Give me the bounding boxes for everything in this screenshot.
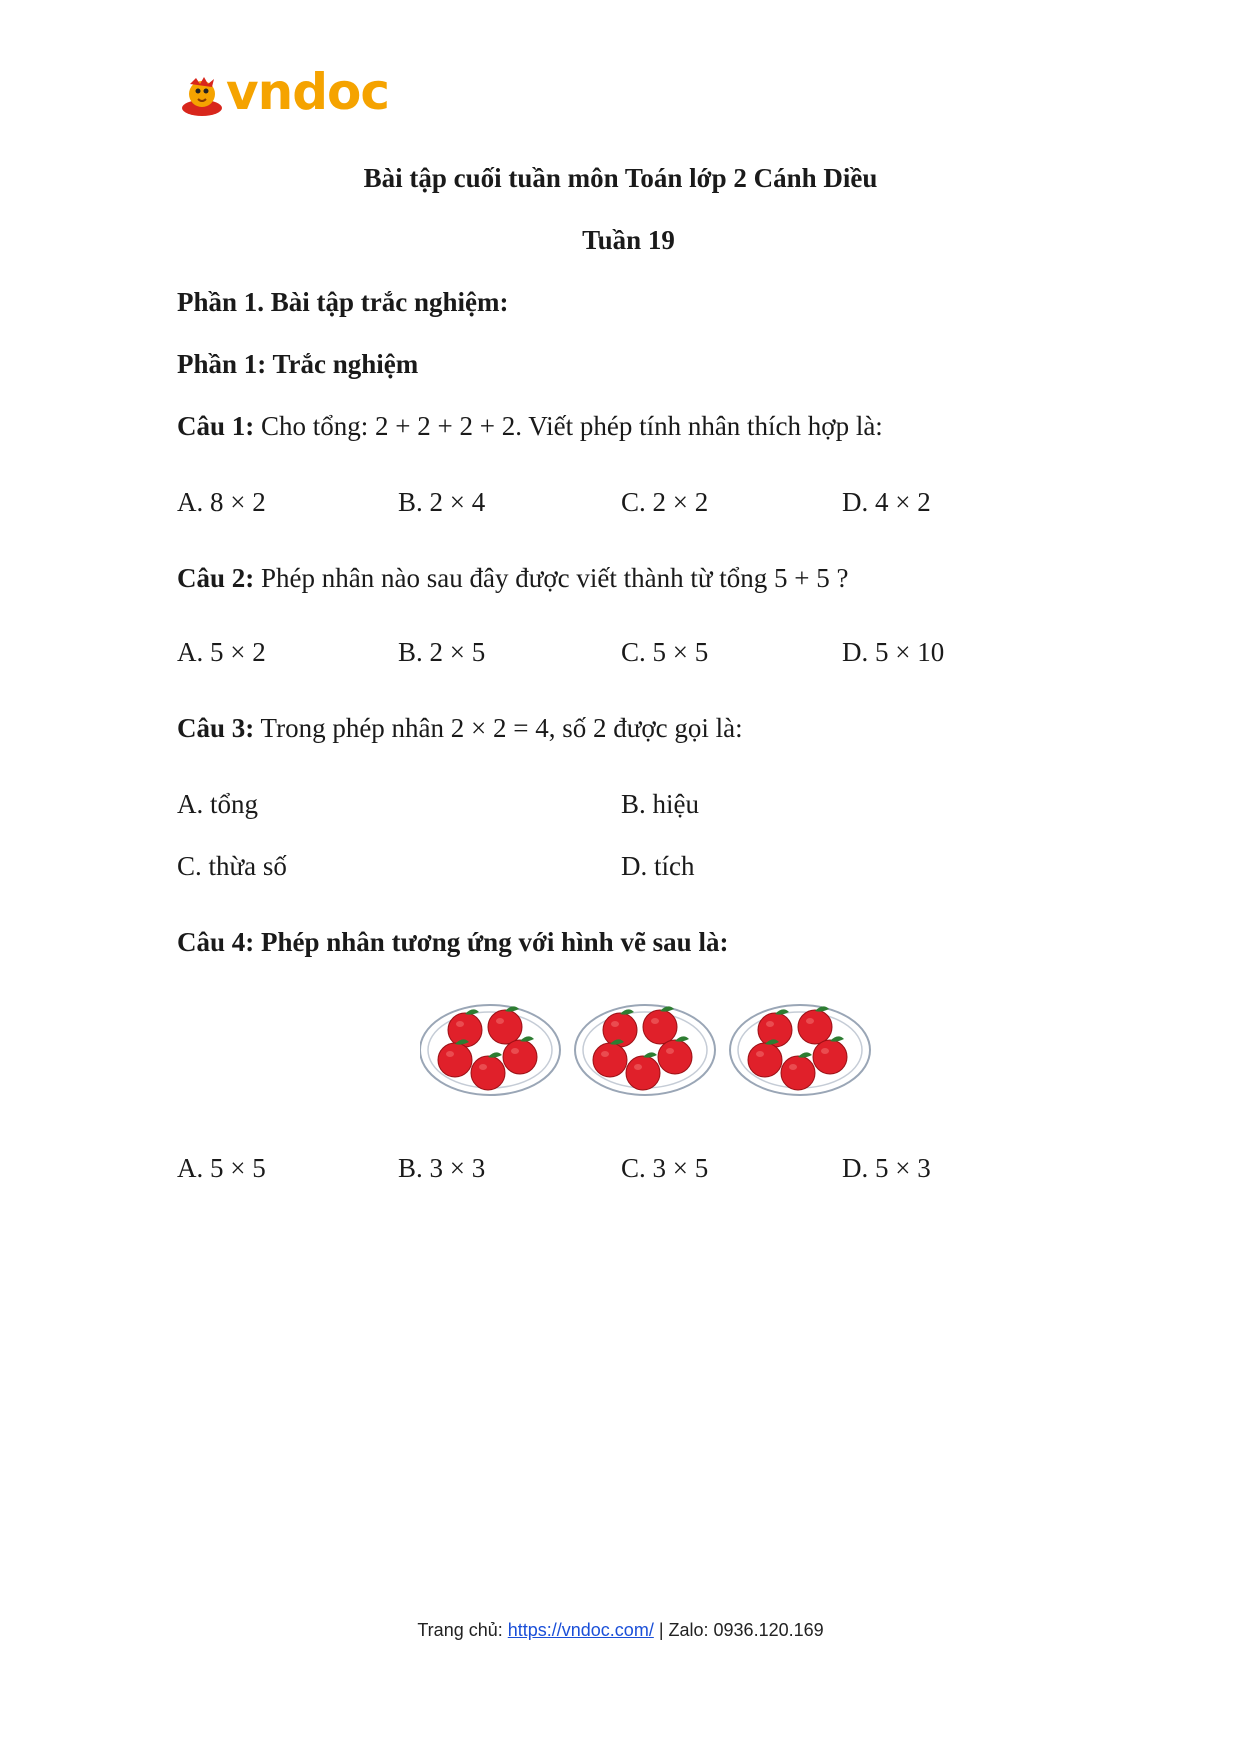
question-1-label: Câu 1: (177, 411, 255, 441)
q4-option-b[interactable]: B. 3 × 3 (398, 1153, 486, 1183)
page-footer (0, 1620, 1241, 1641)
question-4 (177, 927, 728, 958)
q3-option-a[interactable]: A. tổng (177, 789, 258, 819)
question-1-text: Cho tổng: 2 + 2 + 2 + 2. Viết phép tính nhân thích hợp là: (254, 411, 883, 441)
part-heading: Phần 1. Bài tập trắc nghiệm: (177, 287, 509, 317)
plate-3 (730, 1005, 870, 1095)
question-1 (177, 411, 883, 442)
q4-option-a[interactable]: A. 5 × 5 (177, 1153, 266, 1183)
q2-option-b[interactable]: B. 2 × 5 (398, 637, 486, 667)
q2-option-d[interactable]: D. 5 × 10 (842, 637, 945, 667)
q1-option-c[interactable]: C. 2 × 2 (621, 487, 709, 517)
homepage-link[interactable]: https://vndoc.com/ (507, 1620, 654, 1640)
question-3-label: Câu 3: (177, 713, 255, 743)
q4-option-d[interactable]: D. 5 × 3 (842, 1153, 931, 1183)
logo-wordmark: vndoc (226, 63, 389, 121)
question-3-text: Trong phép nhân 2 × 2 = 4, số 2 được gọi là: (254, 713, 743, 743)
plate-1 (420, 1005, 560, 1095)
q3-option-d[interactable]: D. tích (621, 851, 695, 881)
q1-option-b[interactable]: B. 2 × 4 (398, 487, 486, 517)
q1-option-a[interactable]: A. 8 × 2 (177, 487, 266, 517)
document-subtitle: Tuần 19 (582, 225, 675, 255)
question-2-text: Phép nhân nào sau đây được viết thành từ tổng 5 + 5 ? (254, 563, 849, 593)
apple-plates-figure (420, 985, 880, 1105)
q3-option-b[interactable]: B. hiệu (621, 789, 699, 819)
question-3 (177, 713, 743, 744)
question-2-label: Câu 2: (177, 563, 255, 593)
footer-prefix: Trang chủ: (417, 1620, 508, 1640)
q2-option-a[interactable]: A. 5 × 2 (177, 637, 266, 667)
mascot-icon (176, 74, 228, 126)
document-title: Bài tập cuối tuần môn Toán lớp 2 Cánh Diều (363, 163, 878, 193)
vndoc-logo[interactable] (176, 63, 389, 126)
section-heading: Phần 1: Trắc nghiệm (177, 349, 419, 379)
plate-2 (575, 1005, 715, 1095)
q3-option-c[interactable]: C. thừa số (177, 851, 287, 881)
footer-zalo: | Zalo: 0936.120.169 (653, 1620, 824, 1640)
question-2 (177, 563, 848, 594)
q2-option-c[interactable]: C. 5 × 5 (621, 637, 709, 667)
q1-option-d[interactable]: D. 4 × 2 (842, 487, 931, 517)
question-4-label: Câu 4: Phép nhân tương ứng với hình vẽ sau là: (177, 927, 729, 957)
q4-option-c[interactable]: C. 3 × 5 (621, 1153, 709, 1183)
